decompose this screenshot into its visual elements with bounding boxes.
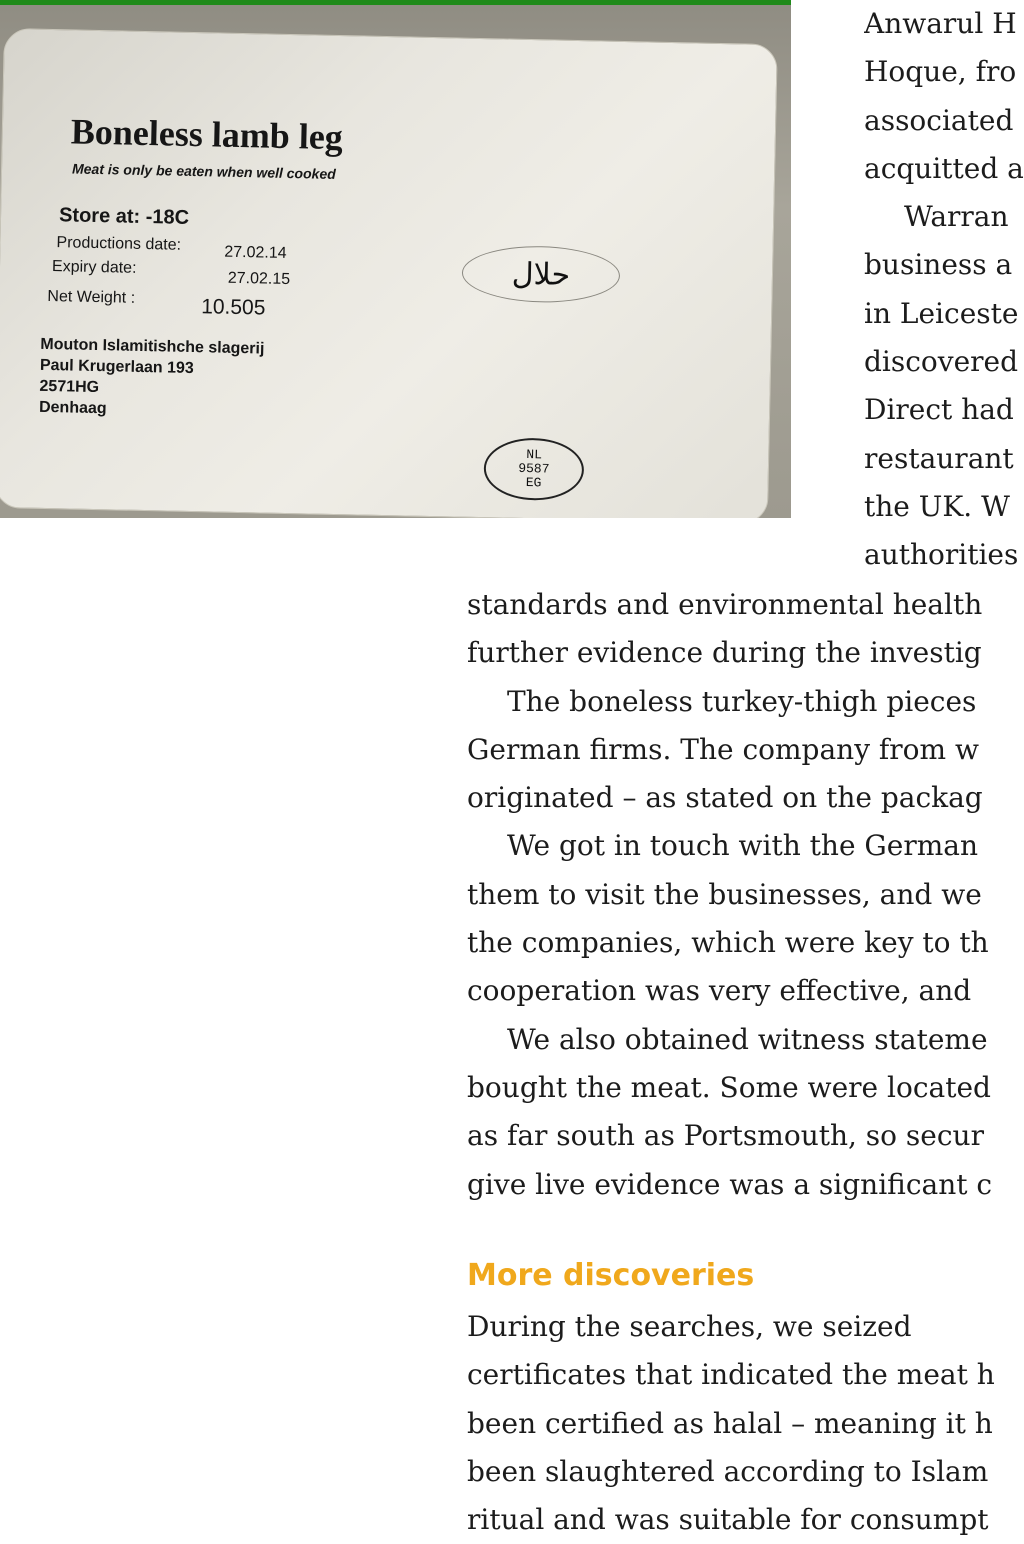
eg-mark: [483, 437, 584, 501]
text-line: further evidence during the investig: [467, 636, 982, 670]
eg-mark-line: EG: [525, 475, 542, 491]
article-text-right: [864, 0, 1024, 580]
text-line: discovered: [864, 345, 1019, 379]
text-line: The boneless turkey-thigh pieces: [507, 684, 977, 718]
eg-mark-line: NL: [526, 447, 543, 463]
text-line: business a: [864, 248, 1013, 282]
text-line: them to visit the businesses, and we: [467, 877, 982, 911]
text-line: in Leiceste: [864, 296, 1019, 330]
address-line: Mouton Islamitishche slagerij: [40, 335, 265, 358]
text-line: cooperation was very effective, and: [467, 974, 972, 1008]
text-line: We got in touch with the German: [507, 829, 979, 863]
label-title: Boneless lamb leg: [70, 111, 344, 158]
text-line: give live evidence was a significant c: [467, 1167, 993, 1201]
text-line: certificates that indicated the meat h: [467, 1358, 995, 1392]
label-address: [39, 334, 265, 423]
text-line: Warran: [904, 200, 1009, 234]
text-line: We also obtained witness stateme: [507, 1022, 988, 1056]
label-photo: [0, 0, 791, 518]
label-store: Store at: -18C: [58, 204, 190, 229]
text-line: standards and environmental health: [467, 588, 983, 621]
text-line: the companies, which were key to th: [467, 926, 989, 960]
text-line: restaurant: [864, 441, 1014, 475]
label-subtitle: Meat is only be eaten when well cooked: [71, 160, 336, 182]
text-line: German firms. The company from w: [467, 732, 979, 766]
label-expiry-key: Expiry date:: [51, 258, 137, 277]
text-line: the UK. W: [864, 489, 1010, 523]
label-production-value: 27.02.14: [224, 243, 287, 262]
text-line: bought the meat. Some were located: [467, 1070, 991, 1104]
text-line: originated – as stated on the packag: [467, 781, 983, 815]
eg-mark-line: 9587: [518, 460, 550, 477]
text-line: authorities: [864, 538, 1019, 572]
halal-mark: حلال: [461, 245, 620, 304]
text-line: been slaughtered according to Islam: [467, 1454, 989, 1488]
text-line: been certified as halal – meaning it h: [467, 1406, 993, 1440]
text-line: ritual and was suitable for consumpt: [467, 1503, 989, 1537]
text-line: During the searches, we seized: [467, 1310, 912, 1343]
section-heading: More discoveries: [467, 1258, 755, 1293]
text-line: Hoque, fro: [864, 55, 1017, 89]
label-expiry-value: 27.02.15: [227, 269, 291, 289]
label-net-value: 10.505: [200, 295, 266, 320]
meat-label-card: [0, 28, 778, 518]
address-line: Paul Krugerlaan 193: [39, 356, 194, 378]
label-production-key: Productions date:: [56, 234, 182, 254]
address-line: Denhaag: [38, 398, 107, 418]
address-line: 2571HG: [39, 377, 100, 397]
text-line: acquitted a: [864, 151, 1024, 185]
label-net-key: Net Weight :: [47, 287, 136, 307]
text-line: as far south as Portsmouth, so secur: [467, 1119, 984, 1153]
text-line: associated: [864, 103, 1014, 137]
article-tail: [467, 1303, 1024, 1544]
text-line: Direct had: [864, 393, 1014, 427]
article-body: [467, 581, 1024, 1209]
green-strip: [0, 0, 791, 5]
text-line: Anwarul H: [864, 7, 1017, 40]
